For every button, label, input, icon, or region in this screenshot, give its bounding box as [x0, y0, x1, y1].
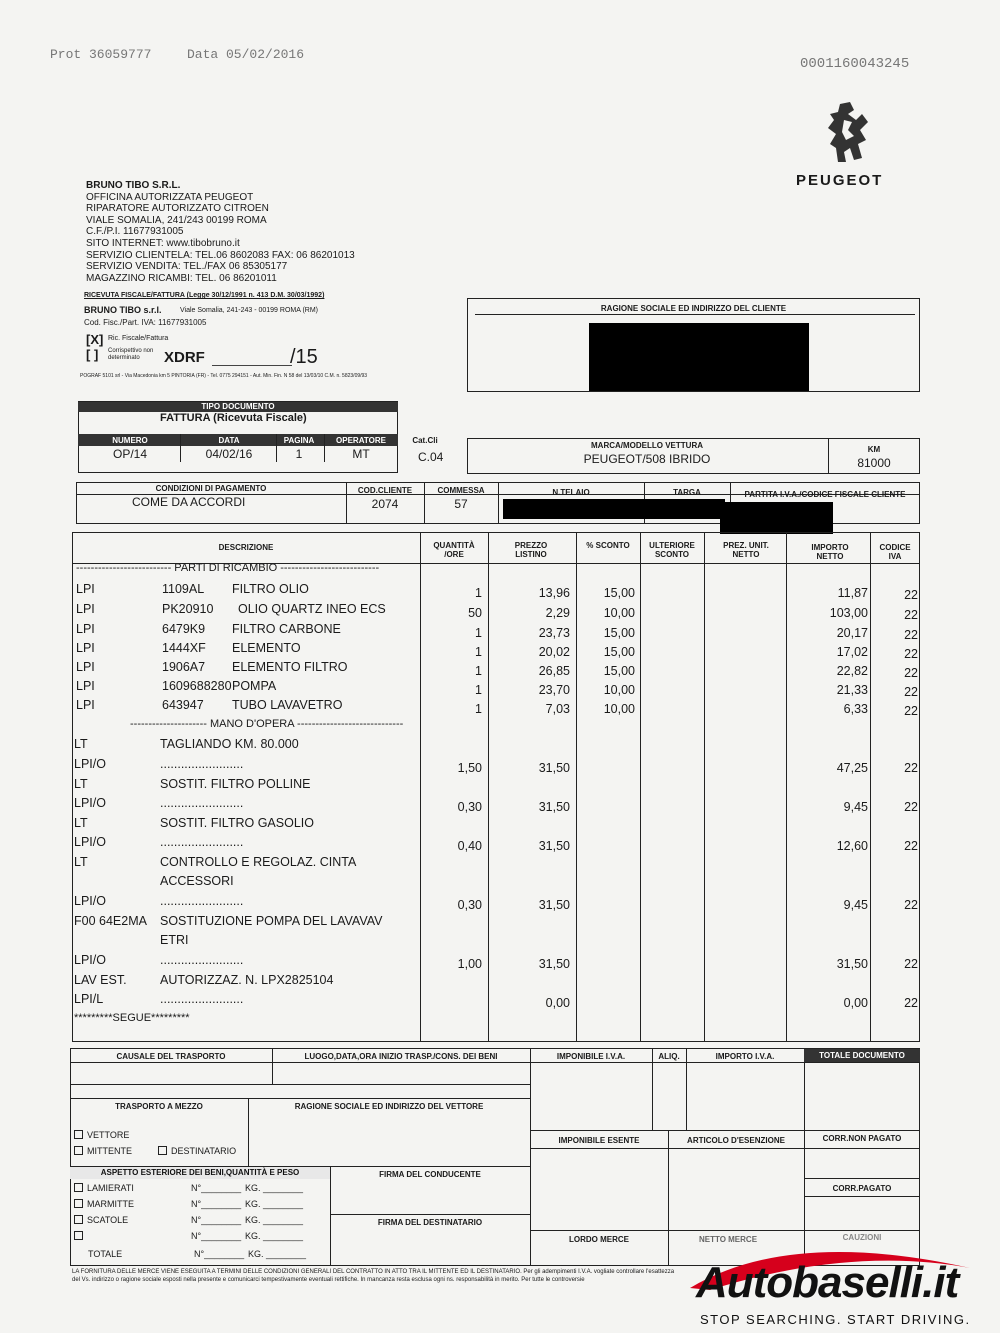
- table-row: [0, 874, 1000, 893]
- col-prezzo: PREZZO LISTINO: [514, 541, 548, 559]
- labor-desc: ACCESSORI: [160, 874, 234, 888]
- table-row: [0, 698, 1000, 717]
- printer-line: POGRAF 5101 srl - Via Macedonia km 5 PINTORIA (FR) - Tel. 0775 294151 - Aut. Min. Fin. N 58 del 13/03/10 C.M. n. 5823/09/93: [80, 373, 368, 379]
- segue-marker: *********SEGUE*********: [74, 1012, 190, 1024]
- serial-number-faded: [212, 344, 292, 366]
- catcli-value: C.04: [418, 450, 444, 464]
- part-prezzo: 20,02: [538, 645, 570, 659]
- labor-desc: TAGLIANDO KM. 80.000: [160, 737, 299, 751]
- part-prezzo: 13,96: [538, 586, 570, 600]
- labor-importo: 31,50: [836, 957, 868, 971]
- option1-mark: [X]: [86, 332, 104, 347]
- part-iva: 22: [904, 666, 918, 680]
- part-sconto: 15,00: [603, 645, 635, 659]
- labor-importo: 9,45: [843, 898, 868, 912]
- labor-code: LT: [74, 737, 88, 751]
- part-desc: POMPA: [232, 679, 277, 693]
- labor-code: LPI/O: [74, 894, 106, 908]
- goods-row: MARMITTE N°________ KG. ________: [74, 1199, 330, 1209]
- stamp-company-name: BRUNO TIBO s.r.l.: [84, 305, 162, 315]
- labor-importo: 0,00: [843, 996, 868, 1010]
- imponibile-esente-header: IMPONIBILE ESENTE: [558, 1136, 640, 1145]
- labor-desc: ........................: [160, 894, 244, 908]
- labor-qty: 1,00: [457, 957, 482, 971]
- labor-iva: 22: [904, 898, 918, 912]
- part-qty: 1: [475, 645, 482, 659]
- part-type: LPI: [76, 602, 95, 616]
- targa-header: TARGA: [673, 488, 701, 497]
- col-importo: IMPORTO NETTO: [811, 543, 849, 561]
- stamp-title: RICEVUTA FISCALE/FATTURA (Legge 30/12/1991 n. 413 D.M. 30/03/1992): [84, 292, 325, 299]
- labor-desc: SOSTITUZIONE POMPA DEL LAVAVAV: [160, 914, 383, 928]
- part-qty: 50: [468, 606, 482, 620]
- part-sconto: 15,00: [603, 586, 635, 600]
- table-row: [0, 894, 1000, 913]
- pagina-header: PAGINA: [283, 436, 315, 445]
- labor-iva: 22: [904, 839, 918, 853]
- part-sconto: 15,00: [603, 626, 635, 640]
- autobaselli-wordmark: Autobaselli.it: [696, 1258, 959, 1307]
- part-sconto: 10,00: [603, 683, 635, 697]
- part-code: 1444XF: [162, 641, 206, 655]
- part-prezzo: 2,29: [545, 606, 570, 620]
- table-row: [0, 973, 1000, 992]
- company-line: SERVIZIO CLIENTELA: TEL.06 8602083 FAX: 06 86201013: [86, 249, 355, 261]
- part-iva: 22: [904, 685, 918, 699]
- table-row: [0, 914, 1000, 933]
- labor-desc: ........................: [160, 835, 244, 849]
- labor-code: LAV EST.: [74, 973, 127, 987]
- operatore-value: MT: [352, 447, 370, 461]
- part-code: 1906A7: [162, 660, 206, 674]
- company-line: MAGAZZINO RICAMBI: TEL. 06 86201011: [86, 272, 277, 284]
- labor-iva: 22: [904, 996, 918, 1010]
- part-prezzo: 23,70: [538, 683, 570, 697]
- data-value: 04/02/16: [205, 447, 253, 461]
- pagina-value: 1: [295, 447, 303, 461]
- totale-row: TOTALE N°________ KG. ________: [88, 1249, 307, 1259]
- section-mano: --------------------- MANO D'OPERA -----------------------------: [130, 718, 404, 730]
- table-row: [0, 992, 1000, 1011]
- part-desc: TUBO LAVAVETRO: [232, 698, 343, 712]
- serial-prefix: XDRF: [164, 349, 205, 366]
- redacted-client: [589, 323, 809, 391]
- option1-label: Ric. Fiscale/Fattura: [108, 335, 169, 342]
- labor-qty: 0,30: [457, 800, 482, 814]
- peugeot-wordmark: PEUGEOT: [796, 172, 884, 189]
- corr-non-pagato-header: CORR.NON PAGATO: [822, 1134, 902, 1143]
- table-row: [0, 933, 1000, 952]
- part-prezzo: 23,73: [538, 626, 570, 640]
- table-row: [0, 602, 1000, 621]
- labor-desc: ........................: [160, 757, 244, 771]
- labor-prezzo: 31,50: [538, 761, 570, 775]
- aspetto-header: ASPETTO ESTERIORE DEI BENI,QUANTITÀ E PESO: [70, 1167, 330, 1179]
- labor-prezzo: 31,50: [538, 957, 570, 971]
- part-code: 643947: [162, 698, 204, 712]
- labor-importo: 47,25: [836, 761, 868, 775]
- col-codice: CODICE IVA: [879, 543, 911, 561]
- part-importo: 103,00: [829, 606, 868, 620]
- catcli-header: Cat.Cli: [412, 436, 438, 445]
- part-importo: 17,02: [836, 645, 868, 659]
- part-iva: 22: [904, 628, 918, 642]
- part-sconto: 10,00: [603, 702, 635, 716]
- causale-header: CAUSALE DEL TRASPORTO: [116, 1052, 226, 1061]
- table-row: [0, 622, 1000, 641]
- aliq-header: ALIQ.: [658, 1052, 680, 1061]
- part-type: LPI: [76, 698, 95, 712]
- part-type: LPI: [76, 622, 95, 636]
- col-quantita: QUANTITÀ /ORE: [433, 541, 475, 559]
- company-info: [86, 180, 355, 284]
- labor-code: LT: [74, 855, 88, 869]
- company-line: SITO INTERNET: www.tibobruno.it: [86, 237, 240, 249]
- table-row: [0, 796, 1000, 815]
- table-row: [0, 679, 1000, 698]
- goods-row: SCATOLE N°________ KG. ________: [74, 1215, 330, 1225]
- stamp-codfisc: Cod. Fisc./Part. IVA: 11677931005: [84, 318, 207, 327]
- part-importo: 6,33: [843, 702, 868, 716]
- part-desc: ELEMENTO FILTRO: [232, 660, 348, 674]
- part-qty: 1: [475, 683, 482, 697]
- protocol-date: Data 05/02/2016: [187, 47, 305, 62]
- part-qty: 1: [475, 702, 482, 716]
- company-line: SERVIZIO VENDITA: TEL./FAX 06 85305177: [86, 261, 288, 273]
- part-iva: 22: [904, 588, 918, 602]
- totale-documento-header: TOTALE DOCUMENTO: [804, 1049, 920, 1062]
- table-row: [0, 737, 1000, 756]
- table-row: [0, 660, 1000, 679]
- part-code: 1109AL: [162, 582, 205, 596]
- option2-mark: [ ]: [86, 347, 99, 362]
- table-row: [0, 641, 1000, 660]
- labor-iva: 22: [904, 957, 918, 971]
- labor-importo: 12,60: [836, 839, 868, 853]
- autobaselli-tagline: STOP SEARCHING. START DRIVING.: [700, 1312, 971, 1327]
- articolo-esenzione-header: ARTICOLO D'ESENZIONE: [687, 1136, 785, 1145]
- data-header: DATA: [218, 436, 240, 445]
- part-code: PK20910: [162, 602, 214, 616]
- part-sconto: 10,00: [603, 606, 635, 620]
- firma-destinatario-header: FIRMA DEL DESTINATARIO: [377, 1218, 483, 1227]
- labor-code: LPI/L: [74, 992, 104, 1006]
- part-desc: OLIO QUARTZ INEO ECS: [238, 602, 386, 616]
- imponibile-iva-header: IMPONIBILE I.V.A.: [556, 1052, 626, 1061]
- part-code: 6479K9: [162, 622, 206, 636]
- lordo-merce-header: LORDO MERCE: [569, 1235, 629, 1244]
- part-iva: 22: [904, 608, 918, 622]
- corr-pagato-header: CORR.PAGATO: [832, 1184, 892, 1193]
- protocol-number: Prot 36059777: [50, 47, 152, 62]
- tipo-value: FATTURA (Ricevuta Fiscale): [160, 412, 307, 424]
- labor-prezzo: 31,50: [538, 800, 570, 814]
- km-header: KM: [867, 445, 881, 454]
- legal-line-2: del Vs. indirizzo o ragione sociale esposti nella presente e comunicarci tempestivamente eventuali rettifiche. In mancanza resta esclusa ogni ns. responsabilità in merito. Per tutte le controversie: [72, 1277, 585, 1283]
- table-row: [0, 582, 1000, 601]
- labor-desc: CONTROLLO E REGOLAZ. CINTA: [160, 855, 357, 869]
- redacted-telaio: [503, 499, 725, 519]
- numero-header: NUMERO: [112, 436, 148, 445]
- table-row: [0, 777, 1000, 796]
- codcliente-header: COD.CLIENTE: [357, 486, 413, 495]
- numero-value: OP/14: [112, 447, 148, 461]
- col-prezunit: PREZ. UNIT. NETTO: [723, 541, 769, 559]
- telaio-header: N.TELAIO: [552, 488, 590, 497]
- table-row: [0, 816, 1000, 835]
- part-sconto: 15,00: [603, 664, 635, 678]
- part-importo: 11,87: [837, 586, 868, 600]
- company-line: C.F./P.I. 11677931005: [86, 226, 184, 238]
- km-value: 81000: [857, 456, 891, 470]
- part-qty: 1: [475, 664, 482, 678]
- option2-label: Corrispettivo non determinato: [108, 348, 154, 361]
- peugeot-lion-logo: [818, 100, 878, 166]
- part-iva: 22: [904, 704, 918, 718]
- part-importo: 21,33: [836, 683, 868, 697]
- labor-desc: ........................: [160, 953, 244, 967]
- cond-value: COME DA ACCORDI: [132, 495, 246, 509]
- part-importo: 20,17: [836, 626, 868, 640]
- company-line: BRUNO TIBO S.R.L.: [86, 180, 181, 191]
- labor-code: LPI/O: [74, 835, 106, 849]
- netto-merce-header: NETTO MERCE: [698, 1235, 758, 1244]
- labor-desc: ETRI: [160, 933, 189, 947]
- labor-iva: 22: [904, 800, 918, 814]
- labor-desc: SOSTIT. FILTRO GASOLIO: [160, 816, 314, 830]
- labor-desc: ........................: [160, 796, 244, 810]
- trasporto-header: TRASPORTO A MEZZO: [115, 1102, 203, 1111]
- part-iva: 22: [904, 647, 918, 661]
- company-line: OFFICINA AUTORIZZATA PEUGEOT: [86, 191, 254, 203]
- col-sconto: % SCONTO: [586, 541, 630, 550]
- labor-code: LT: [74, 816, 88, 830]
- labor-prezzo: 31,50: [538, 898, 570, 912]
- codcliente-value: 2074: [371, 497, 399, 511]
- firma-conducente-header: FIRMA DEL CONDUCENTE: [379, 1170, 481, 1179]
- labor-desc: ........................: [160, 992, 244, 1006]
- labor-code: LPI/O: [74, 796, 106, 810]
- part-type: LPI: [76, 679, 95, 693]
- redacted-targa: [720, 502, 833, 534]
- part-desc: FILTRO CARBONE: [232, 622, 341, 636]
- part-type: LPI: [76, 660, 95, 674]
- client-box-header: RAGIONE SOCIALE ED INDIRIZZO DEL CLIENTE: [600, 304, 787, 313]
- col-descrizione: DESCRIZIONE: [218, 543, 274, 552]
- table-row: [0, 757, 1000, 776]
- part-prezzo: 26,85: [538, 664, 570, 678]
- table-row: [0, 855, 1000, 874]
- labor-prezzo: 31,50: [538, 839, 570, 853]
- labor-code: LPI/O: [74, 953, 106, 967]
- labor-desc: AUTORIZZAZ. N. LPX2825104: [160, 973, 334, 987]
- destinatario-option[interactable]: DESTINATARIO: [158, 1146, 236, 1156]
- goods-row: LAMIERATI N°________ KG. ________: [74, 1183, 330, 1193]
- section-ricambi: -------------------------- PARTI DI RICAMBIO ---------------------------: [76, 562, 380, 574]
- vettore-option[interactable]: VETTORE: [74, 1130, 129, 1140]
- cauzioni-header: CAUZIONI: [842, 1233, 882, 1242]
- cond-header: CONDIZIONI DI PAGAMENTO: [155, 484, 267, 493]
- operatore-header: OPERATORE: [336, 436, 386, 445]
- goods-row: N°________ KG. ________: [74, 1231, 330, 1241]
- part-type: LPI: [76, 582, 95, 596]
- serial-suffix: /15: [290, 346, 318, 368]
- company-line: RIPARATORE AUTORIZZATO CITROEN: [86, 203, 269, 215]
- part-desc: FILTRO OLIO: [232, 582, 309, 596]
- part-qty: 1: [475, 626, 482, 640]
- marca-value: PEUGEOT/508 IBRIDO: [583, 452, 711, 466]
- mittente-option[interactable]: MITTENTE: [74, 1146, 132, 1156]
- luogo-header: LUOGO,DATA,ORA INIZIO TRASP./CONS. DEI BENI: [304, 1052, 498, 1061]
- col-ulteriore: ULTERIORE SCONTO: [649, 541, 695, 559]
- part-qty: 1: [475, 586, 482, 600]
- labor-code: LT: [74, 777, 88, 791]
- piva-header: PARTITA I.V.A./CODICE FISCALE CLIENTE: [744, 490, 906, 499]
- labor-prezzo: 0,00: [545, 996, 570, 1010]
- labor-code: F00 64E2MA: [74, 914, 147, 928]
- part-code: 1609688280: [162, 679, 232, 693]
- company-line: VIALE SOMALIA, 241/243 00199 ROMA: [86, 214, 267, 226]
- table-row: [0, 953, 1000, 972]
- part-type: LPI: [76, 641, 95, 655]
- part-prezzo: 7,03: [545, 702, 570, 716]
- part-importo: 22,82: [836, 664, 868, 678]
- labor-desc: SOSTIT. FILTRO POLLINE: [160, 777, 311, 791]
- part-desc: ELEMENTO: [232, 641, 301, 655]
- commessa-value: 57: [454, 497, 468, 511]
- barcode-number: 0001160043245: [800, 56, 910, 72]
- labor-qty: 1,50: [457, 761, 482, 775]
- labor-iva: 22: [904, 761, 918, 775]
- labor-importo: 9,45: [843, 800, 868, 814]
- tipo-header: TIPO DOCUMENTO: [78, 402, 398, 412]
- commessa-header: COMMESSA: [437, 486, 485, 495]
- stamp-address: Viale Somalia, 241-243 - 00199 ROMA (RM): [180, 307, 318, 314]
- importo-iva-header: IMPORTO I.V.A.: [715, 1052, 775, 1061]
- labor-qty: 0,30: [457, 898, 482, 912]
- labor-qty: 0,40: [457, 839, 482, 853]
- labor-code: LPI/O: [74, 757, 106, 771]
- table-row: [0, 835, 1000, 854]
- legal-line-1: LA FORNITURA DELLE MERCE VIENE ESEGUITA A TERMINI DELLE CONDIZIONI GENERALI DEL CONTRATTO IN ATTO TRA IL MITTENTE ED IL DESTINATARIO. Per gli adempimenti I.V.A. vogliate controllare l'esattezza: [72, 1269, 675, 1275]
- ragione-vettore-header: RAGIONE SOCIALE ED INDIRIZZO DEL VETTORE: [294, 1102, 484, 1111]
- marca-header: MARCA/MODELLO VETTURA: [591, 441, 703, 450]
